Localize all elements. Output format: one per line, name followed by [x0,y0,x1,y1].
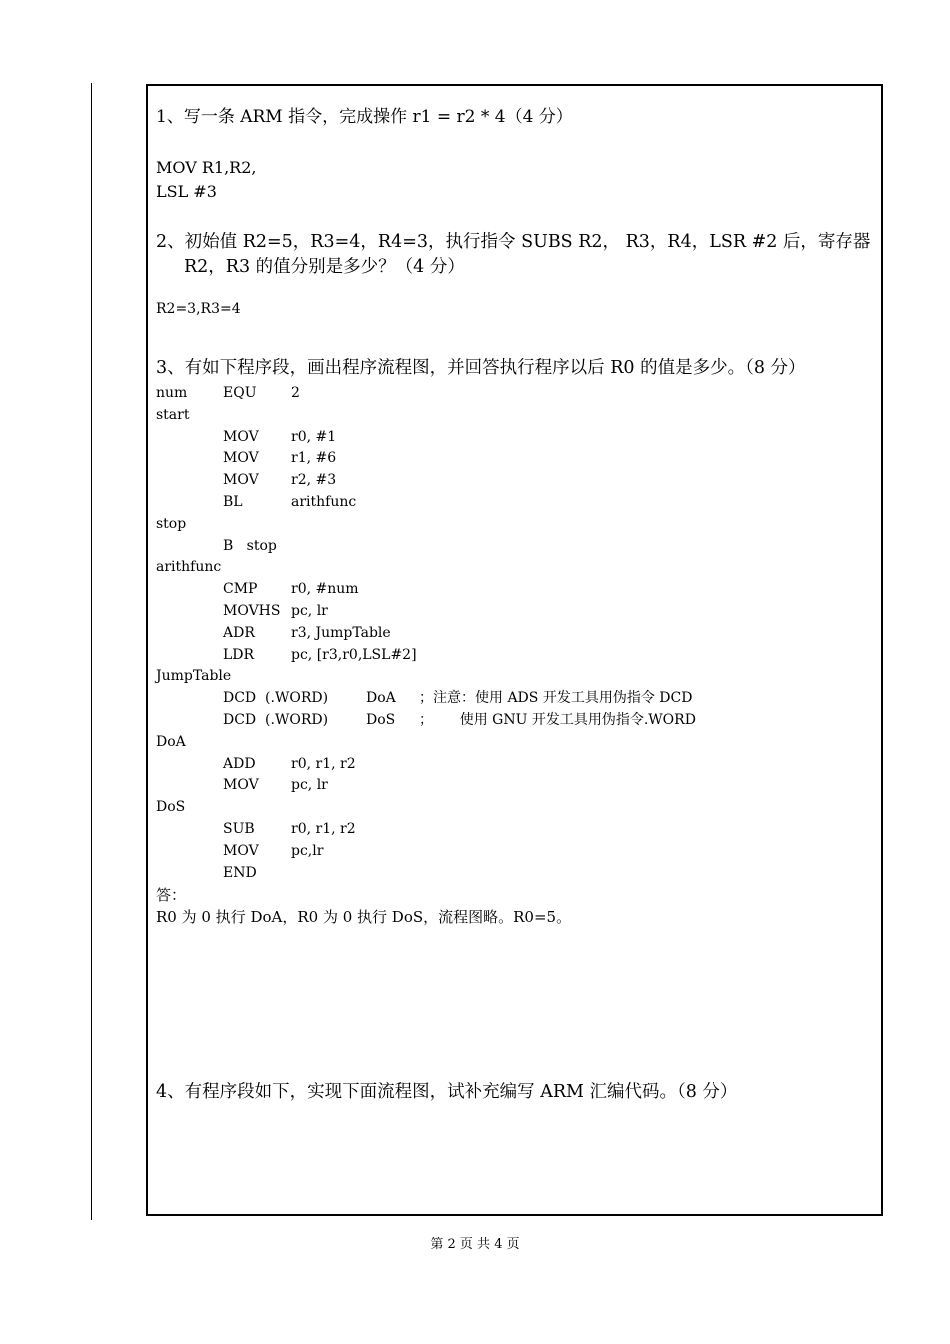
code-line: arithfunc [156,559,222,576]
code-line: MOV r2, #3 [223,472,337,489]
q3-answer: R0 为 0 执行 DoA，R0 为 0 执行 DoS，流程图略。R0=5。 [156,908,572,926]
code-line: ADD r0, r1, r2 [223,755,356,772]
code-line: DCD (.WORD) DoA ；注意：使用 ADS 开发工具用伪指令 DCD [223,690,693,707]
q1-question: 1、写一条 ARM 指令，完成操作 r1 = r2 * 4（4 分） [156,107,573,127]
page-footer: 第 2 页 共 4 页 [430,1237,520,1252]
q1-answer-line1: MOV R1,R2, [156,158,257,177]
code-line: start [156,406,190,423]
code-line: stop [156,515,187,532]
q3-question: 3、有如下程序段，画出程序流程图，并回答执行程序以后 R0 的值是多少。（8 分） [156,358,806,378]
code-line: BL arithfunc [223,493,357,510]
code-line: MOV r1, #6 [223,450,337,467]
q2-question-line1: 2、初始值 R2=5，R3=4，R4=3，执行指令 SUBS R2， R3，R4，LSR #2 后，寄存器 [156,232,871,252]
code-line: JumpTable [156,668,232,685]
code-line: DoS [156,799,186,816]
code-line: MOV pc, lr [223,777,328,794]
code-line: MOV pc,lr [223,842,324,859]
code-line: MOV r0, #1 [223,428,337,445]
q3-answer-label: 答： [156,886,187,904]
code-line: DoA [156,733,186,750]
code-line: DCD (.WORD) DoS ； 使用 GNU 开发工具用伪指令.WORD [223,711,696,728]
q3-code-listing [156,383,876,884]
code-line: CMP r0, #num [223,581,359,598]
binding-margin-line [91,83,92,1220]
q4-question: 4、有程序段如下，实现下面流程图，试补充编写 ARM 汇编代码。（8 分） [156,1082,738,1102]
q2-question-line2: R2，R3 的值分别是多少？（4 分） [184,257,465,277]
code-line: num EQU 2 [156,385,300,401]
code-line: MOVHS pc, lr [223,602,328,619]
code-line: B stop [223,537,277,554]
code-line: LDR pc, [r3,r0,LSL#2] [223,646,417,663]
q2-answer: R2=3,R3=4 [156,301,241,317]
code-line: ADR r3, JumpTable [223,624,391,641]
code-line: SUB r0, r1, r2 [223,820,356,837]
code-line: END [223,864,257,881]
q1-answer-line2: LSL #3 [156,182,217,201]
